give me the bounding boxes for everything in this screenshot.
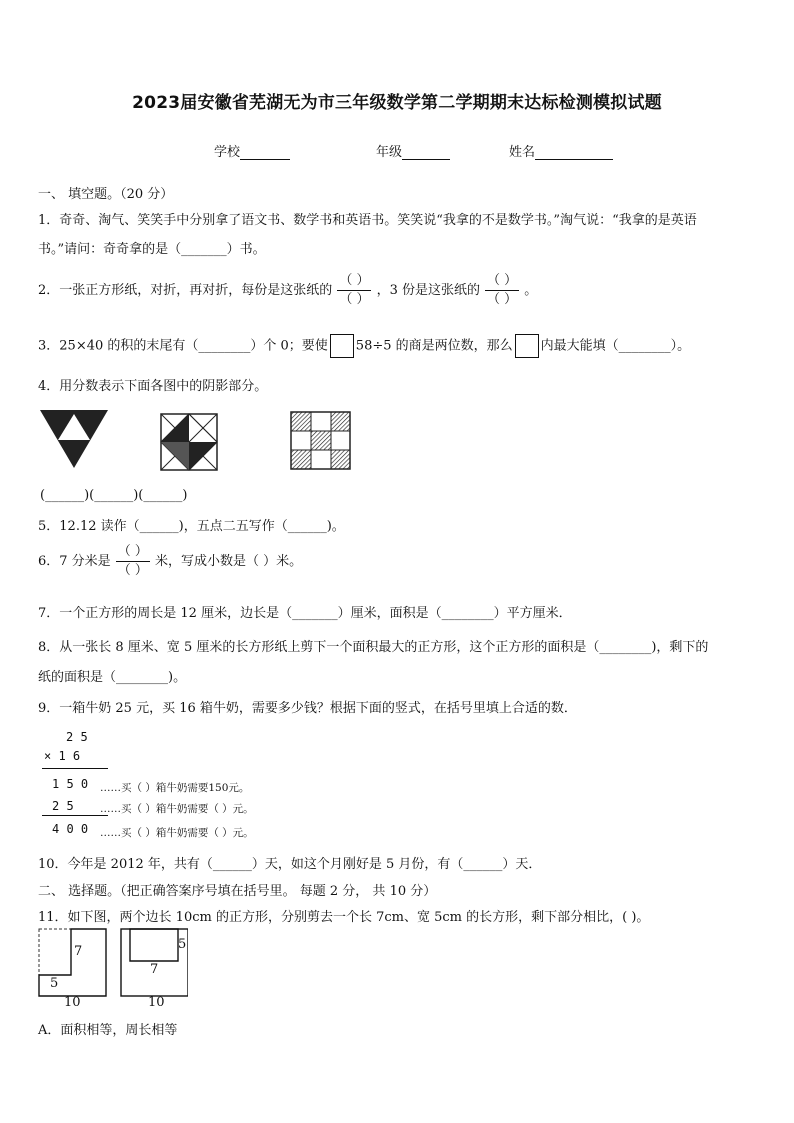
calc-row-2: × 1 6	[44, 749, 81, 763]
question-4-answers[interactable]: (______)(______)(______)	[40, 488, 188, 503]
calc-row-3: 1 5 0	[52, 777, 89, 791]
question-10: 10．今年是 2012 年，共有（______）天，如这个月刚好是 5 月份，有（______）天．	[38, 857, 542, 872]
option-a[interactable]: A．面积相等，周长相等	[38, 1023, 178, 1038]
school-field[interactable]	[214, 141, 290, 160]
fraction-blank[interactable]: $\frac{( )}{( )}$	[487, 273, 518, 307]
fig-left-label-10: 10	[64, 995, 81, 1010]
grid-figure	[290, 411, 351, 470]
fraction-blank[interactable]: $\frac{( )}{( )}$	[339, 273, 370, 307]
calc-note-2: ……买（ ）箱牛奶需要（ ）元。	[100, 803, 254, 815]
question-6: 6．7 分米是 $\frac{( )}{( )}$ 米，写成小数是（ ）米。	[38, 544, 303, 578]
question-9: 9．一箱牛奶 25 元，买 16 箱牛奶，需要多少钱？根据下面的竖式，在括号里填上合适的数．	[38, 701, 577, 716]
section-1-heading: 一、 填空题。（20 分）	[38, 187, 174, 202]
grade-field[interactable]	[376, 141, 450, 160]
triangle-figure	[38, 408, 110, 470]
digit-box[interactable]	[330, 334, 354, 358]
question-8-line-2: 纸的面积是（________)。	[38, 670, 187, 685]
fig-right-label-10: 10	[148, 995, 165, 1010]
school-label: 学校	[214, 145, 241, 160]
name-blank[interactable]	[535, 145, 613, 160]
calc-row-4: 2 5	[52, 799, 74, 813]
digit-box[interactable]	[515, 334, 539, 358]
question-2: 2．一张正方形纸，对折，再对折，每份是这张纸的 $\frac{( )}{( )}$ ，3 份是这张纸的 $\frac{( )}{( )}$ 。	[38, 273, 538, 307]
question-7: 7．一个正方形的周长是 12 厘米，边长是（_______）厘米，面积是（________）平方厘米．	[38, 606, 572, 621]
question-1-line-1: 1．奇奇、淘气、笑笑手中分别拿了语文书、数学书和英语书。笑笑说“我拿的不是数学书。”淘气说：“我拿的是英语	[38, 213, 697, 228]
calc-row-5: 4 0 0	[52, 822, 89, 836]
grade-label: 年级	[376, 145, 403, 160]
fig-right-label-7: 7	[150, 962, 159, 977]
calc-row-1: 2 5	[66, 730, 88, 744]
square-diagonal-figure	[160, 413, 218, 471]
fraction-blank[interactable]: $\frac{( )}{( )}$	[117, 544, 148, 578]
calc-rule-1	[42, 768, 108, 769]
calc-note-1: ……买（ ）箱牛奶需要150元。	[100, 782, 250, 794]
question-1-line-2: 书。”请问：奇奇拿的是（_______）书。	[38, 242, 266, 257]
section-2-heading: 二、 选择题。（把正确答案序号填在括号里。 每题 2 分， 共 10 分）	[38, 884, 437, 899]
fig-left-label-5: 5	[50, 976, 59, 991]
question-8-line-1: 8．从一张长 8 厘米、宽 5 厘米的长方形纸上剪下一个面积最大的正方形，这个正方形的面积是（________)，剩下的	[38, 640, 709, 655]
fig-right-label-5: 5	[178, 937, 187, 952]
question-4: 4．用分数表示下面各图中的阴影部分。	[38, 379, 268, 394]
question-11: 11．如下图，两个边长 10cm 的正方形，分别剪去一个长 7cm、宽 5cm 的长方形，剩下部分相比，( )。	[38, 910, 650, 925]
question-3: 3．25×40 的积的末尾有（________）个 0；要使 58÷5 的商是两位数，那么 内最大能填（________）。	[38, 334, 690, 358]
school-blank[interactable]	[240, 145, 290, 160]
calc-rule-2	[42, 815, 108, 816]
question-5: 5．12.12 读作（______)，五点二五写作（______)。	[38, 519, 345, 534]
name-field[interactable]	[509, 141, 613, 160]
question-11-figures	[38, 928, 188, 1010]
fig-left-label-7: 7	[74, 944, 83, 959]
calc-note-3: ……买（ ）箱牛奶需要（ ）元。	[100, 827, 254, 839]
grade-blank[interactable]	[402, 145, 450, 160]
page-title: 2023届安徽省芜湖无为市三年级数学第二学期期末达标检测模拟试题	[132, 93, 662, 113]
name-label: 姓名	[509, 145, 536, 160]
